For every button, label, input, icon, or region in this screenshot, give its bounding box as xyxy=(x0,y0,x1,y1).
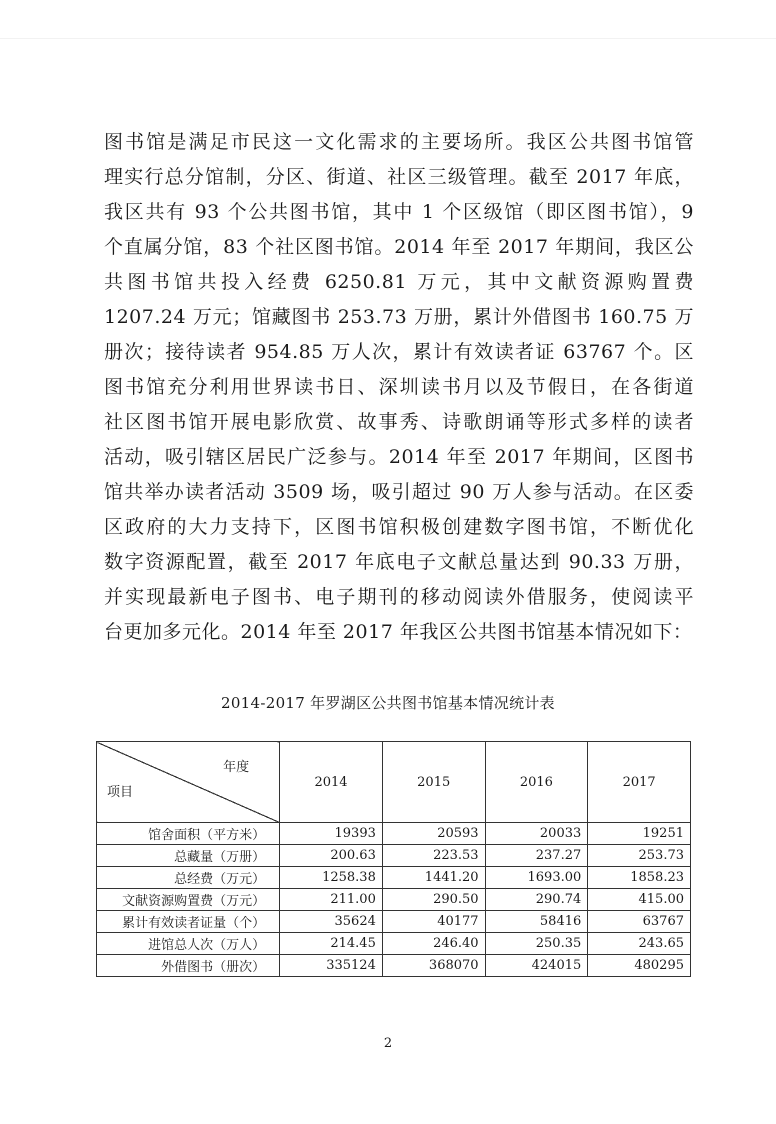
paragraph-line: 数字资源配置，截至 2017 年底电子文献总量达到 90.33 万册， xyxy=(104,551,694,573)
table-cell: 214.45 xyxy=(280,933,383,955)
table-cell: 200.63 xyxy=(280,845,383,867)
paragraph-line: 区政府的大力支持下，区图书馆积极创建数字图书馆，不断优化 xyxy=(104,516,694,538)
page-number: 2 xyxy=(383,1036,393,1051)
table-cell: 19393 xyxy=(280,823,383,845)
paragraph-line: 社区图书馆开展电影欣赏、故事秀、诗歌朗诵等形式多样的读者 xyxy=(104,411,694,433)
paragraph-line: 理实行总分馆制，分区、街道、社区三级管理。截至 2017 年底， xyxy=(104,166,694,188)
table-cell: 58416 xyxy=(485,911,588,933)
table-cell: 223.53 xyxy=(382,845,485,867)
table-cell: 35624 xyxy=(280,911,383,933)
table-cell: 253.73 xyxy=(588,845,691,867)
table-cell: 243.65 xyxy=(588,933,691,955)
year-header: 2015 xyxy=(382,742,485,823)
table-cell: 246.40 xyxy=(382,933,485,955)
year-header: 2017 xyxy=(588,742,691,823)
table-cell: 424015 xyxy=(485,955,588,977)
row-item-label: 总经费（万元） xyxy=(97,867,280,889)
year-header: 2014 xyxy=(280,742,383,823)
table-cell: 480295 xyxy=(588,955,691,977)
paragraph-line: 册次；接待读者 954.85 万人次，累计有效读者证 63767 个。区 xyxy=(104,341,694,363)
row-item-label: 进馆总人次（万人） xyxy=(97,933,280,955)
paragraph-line: 馆共举办读者活动 3509 场，吸引超过 90 万人参与活动。在区委 xyxy=(104,481,694,503)
table-title: 2014-2017 年罗湖区公共图书馆基本情况统计表 xyxy=(221,694,555,712)
paragraph-line: 图书馆充分利用世界读书日、深圳读书月以及节假日，在各街道 xyxy=(104,376,694,398)
table-cell: 1258.38 xyxy=(280,867,383,889)
row-item-label: 文献资源购置费（万元） xyxy=(97,889,280,911)
table-row xyxy=(97,867,691,889)
paragraph-line: 1207.24 万元；馆藏图书 253.73 万册，累计外借图书 160.75 万 xyxy=(104,306,694,328)
table-corner-cell xyxy=(97,742,280,823)
paragraph-line: 台更加多元化。2014 年至 2017 年我区公共图书馆基本情况如下： xyxy=(104,621,693,643)
table-cell: 63767 xyxy=(588,911,691,933)
row-item-label: 外借图书（册次） xyxy=(97,955,280,977)
scan-artifact-line xyxy=(0,38,776,39)
table-cell: 1693.00 xyxy=(485,867,588,889)
table-cell: 211.00 xyxy=(280,889,383,911)
table-cell: 237.27 xyxy=(485,845,588,867)
row-item-label: 馆舍面积（平方米） xyxy=(97,823,280,845)
table-row xyxy=(97,955,691,977)
table-cell: 335124 xyxy=(280,955,383,977)
corner-year-label: 年度 xyxy=(223,760,250,775)
table-cell: 250.35 xyxy=(485,933,588,955)
table-cell: 19251 xyxy=(588,823,691,845)
table-row xyxy=(97,845,691,867)
table-row xyxy=(97,889,691,911)
year-header: 2016 xyxy=(485,742,588,823)
paragraph-line: 并实现最新电子图书、电子期刊的移动阅读外借服务，使阅读平 xyxy=(104,586,694,608)
table-cell: 20593 xyxy=(382,823,485,845)
body-paragraph xyxy=(104,125,694,650)
table-row xyxy=(97,911,691,933)
paragraph-line: 图书馆是满足市民这一文化需求的主要场所。我区公共图书馆管 xyxy=(104,131,694,153)
row-item-label: 总藏量（万册） xyxy=(97,845,280,867)
table-cell: 368070 xyxy=(382,955,485,977)
table-row xyxy=(97,933,691,955)
table-cell: 20033 xyxy=(485,823,588,845)
table-header-row xyxy=(97,742,691,823)
table-cell: 1858.23 xyxy=(588,867,691,889)
corner-item-label: 项目 xyxy=(107,785,134,800)
table-cell: 1441.20 xyxy=(382,867,485,889)
table-row xyxy=(97,823,691,845)
table-cell: 40177 xyxy=(382,911,485,933)
table-cell: 290.74 xyxy=(485,889,588,911)
table-cell: 415.00 xyxy=(588,889,691,911)
paragraph-line: 活动，吸引辖区居民广泛参与。2014 年至 2017 年期间，区图书 xyxy=(104,446,694,468)
statistics-table xyxy=(96,741,691,977)
paragraph-line: 我区共有 93 个公共图书馆，其中 1 个区级馆（即区图书馆），9 xyxy=(104,201,694,223)
row-item-label: 累计有效读者证量（个） xyxy=(97,911,280,933)
paragraph-line: 个直属分馆，83 个社区图书馆。2014 年至 2017 年期间，我区公 xyxy=(104,236,694,258)
table-cell: 290.50 xyxy=(382,889,485,911)
paragraph-line: 共图书馆共投入经费 6250.81 万元，其中文献资源购置费 xyxy=(104,271,694,293)
